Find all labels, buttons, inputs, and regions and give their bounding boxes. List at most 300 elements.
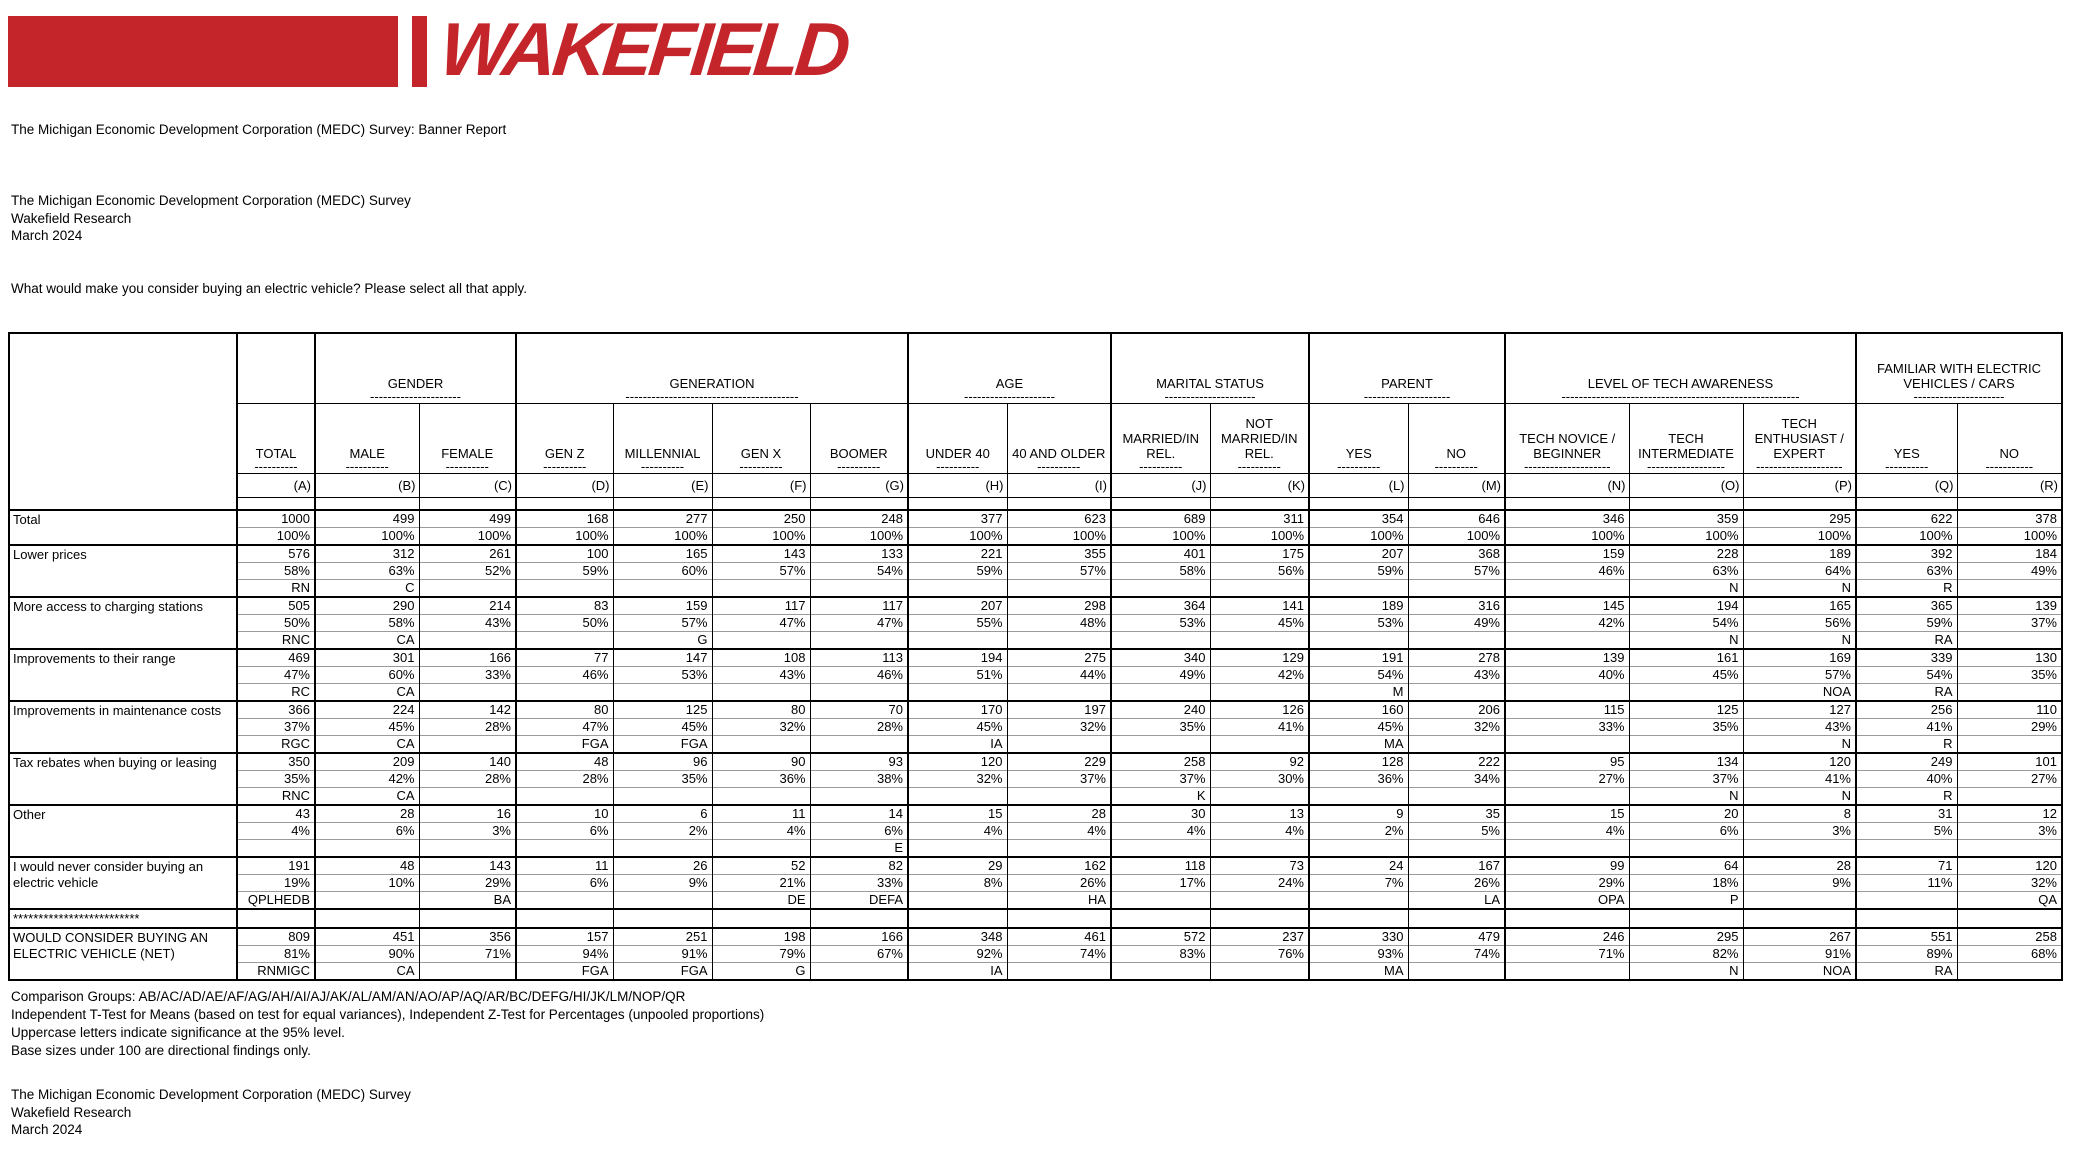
column-group-header	[1856, 333, 2062, 403]
data-cell: 2%	[1309, 823, 1408, 840]
data-cell: NOA	[1743, 684, 1856, 702]
data-cell: 7%	[1309, 875, 1408, 892]
data-cell: 1000	[237, 510, 315, 528]
data-cell: 194	[1629, 597, 1743, 615]
data-cell: 42%	[315, 771, 419, 788]
data-cell: 8	[1743, 805, 1856, 823]
data-cell	[419, 909, 516, 928]
data-cell: 64	[1629, 857, 1743, 875]
data-cell: 60%	[315, 667, 419, 684]
data-cell	[419, 580, 516, 598]
count-row	[9, 545, 2062, 563]
data-cell: 261	[419, 545, 516, 563]
data-cell: 207	[908, 597, 1007, 615]
column-header-underline: ----------	[1337, 458, 1381, 473]
page-footer	[11, 1086, 411, 1139]
data-cell: N	[1629, 580, 1743, 598]
data-cell: 157	[516, 928, 613, 946]
data-cell: 275	[1007, 649, 1111, 667]
data-cell: 43%	[1743, 719, 1856, 736]
data-cell: 120	[1743, 753, 1856, 771]
data-cell: 214	[419, 597, 516, 615]
data-cell: 258	[1957, 928, 2062, 946]
data-cell	[1210, 892, 1309, 910]
column-header	[1856, 403, 1957, 473]
column-group-label: MARITAL STATUS	[1156, 375, 1264, 391]
data-cell: 340	[1111, 649, 1210, 667]
data-cell: 169	[1743, 649, 1856, 667]
data-cell	[237, 909, 315, 928]
column-header	[712, 403, 810, 473]
data-cell	[1007, 963, 1111, 981]
data-cell: 499	[419, 510, 516, 528]
column-header-underline: ----------	[1237, 458, 1281, 473]
data-cell	[516, 632, 613, 650]
column-header-underline: --------------------	[1755, 458, 1843, 473]
data-cell: 141	[1210, 597, 1309, 615]
data-cell	[1111, 963, 1210, 981]
data-cell: 160	[1309, 701, 1408, 719]
data-cell: 100%	[237, 528, 315, 546]
data-cell: 4%	[712, 823, 810, 840]
answer-block	[9, 510, 2062, 545]
column-group-underline: -------------------------------------------------------	[1561, 388, 1800, 403]
column-header	[516, 403, 613, 473]
column-letter: (C)	[419, 473, 516, 497]
column-header	[1957, 403, 2062, 473]
count-row	[9, 701, 2062, 719]
data-cell: 168	[516, 510, 613, 528]
data-cell	[516, 788, 613, 806]
data-cell: 125	[613, 701, 712, 719]
column-header-underline: ----------	[445, 458, 489, 473]
data-cell: 167	[1408, 857, 1505, 875]
data-cell: 30	[1111, 805, 1210, 823]
data-cell: 99	[1505, 857, 1629, 875]
data-cell	[1505, 632, 1629, 650]
column-letter: (P)	[1743, 473, 1856, 497]
data-cell: R	[1856, 788, 1957, 806]
data-cell	[1408, 580, 1505, 598]
column-group-row	[9, 333, 2062, 403]
data-cell: 57%	[1007, 563, 1111, 580]
data-cell: 100%	[1629, 528, 1743, 546]
count-row	[9, 928, 2062, 946]
data-cell	[613, 840, 712, 858]
data-cell	[419, 632, 516, 650]
data-cell: 4%	[1007, 823, 1111, 840]
data-cell: 64%	[1743, 563, 1856, 580]
data-cell	[1743, 892, 1856, 910]
data-cell: QPLHEDB	[237, 892, 315, 910]
data-cell: 24	[1309, 857, 1408, 875]
data-cell: C	[315, 580, 419, 598]
data-cell: 50%	[237, 615, 315, 632]
header-blank-cell	[1309, 497, 1408, 510]
column-group-header	[908, 333, 1111, 403]
data-cell: 47%	[516, 719, 613, 736]
data-cell	[419, 788, 516, 806]
data-cell	[712, 684, 810, 702]
data-cell: 147	[613, 649, 712, 667]
data-cell: 118	[1111, 857, 1210, 875]
data-cell: 4%	[1111, 823, 1210, 840]
data-cell: 551	[1856, 928, 1957, 946]
percent-row	[9, 719, 2062, 736]
column-letter: (G)	[810, 473, 908, 497]
data-cell: 100%	[1957, 528, 2062, 546]
data-cell	[908, 909, 1007, 928]
column-header-label: TECH NOVICE / BEGINNER	[1519, 430, 1616, 461]
column-header	[1505, 403, 1629, 473]
data-cell: 189	[1309, 597, 1408, 615]
column-group-underline: ---------------------	[964, 388, 1055, 403]
data-cell	[315, 909, 419, 928]
data-cell	[1111, 684, 1210, 702]
data-cell: 18%	[1629, 875, 1743, 892]
column-group-underline: --------------------	[1363, 388, 1451, 403]
data-cell: 77	[516, 649, 613, 667]
data-cell	[1111, 580, 1210, 598]
header-blank-cell	[419, 497, 516, 510]
data-cell: N	[1629, 632, 1743, 650]
data-cell: 115	[1505, 701, 1629, 719]
data-cell: 368	[1408, 545, 1505, 563]
data-cell: 209	[315, 753, 419, 771]
data-cell	[1210, 684, 1309, 702]
data-cell: FGA	[516, 963, 613, 981]
row-label: Total	[9, 510, 237, 545]
data-cell: 28	[1743, 857, 1856, 875]
data-cell: 3%	[1957, 823, 2062, 840]
column-header-underline: ----------	[543, 458, 587, 473]
column-letter: (N)	[1505, 473, 1629, 497]
data-cell: 301	[315, 649, 419, 667]
data-cell: 28%	[419, 719, 516, 736]
data-cell: 35%	[1957, 667, 2062, 684]
answer-block	[9, 805, 2062, 857]
data-cell: 166	[419, 649, 516, 667]
column-header	[908, 403, 1007, 473]
data-cell: QA	[1957, 892, 2062, 910]
row-label: Lower prices	[9, 545, 237, 597]
data-cell: 10%	[315, 875, 419, 892]
column-group-header	[1309, 333, 1505, 403]
data-cell: 32%	[908, 771, 1007, 788]
data-cell: 68%	[1957, 946, 2062, 963]
data-cell: RA	[1856, 684, 1957, 702]
data-cell: 401	[1111, 545, 1210, 563]
data-cell	[1957, 840, 2062, 858]
header-blank-cell	[1629, 497, 1743, 510]
survey-question: What would make you consider buying an electric vehicle? Please select all that apply.	[11, 281, 528, 296]
column-header-label: MARRIED/IN REL.	[1122, 430, 1200, 461]
column-header	[1408, 403, 1505, 473]
data-cell: 9%	[1743, 875, 1856, 892]
data-cell: 17%	[1111, 875, 1210, 892]
data-cell: 71%	[1505, 946, 1629, 963]
row-label: WOULD CONSIDER BUYING AN ELECTRIC VEHICLE (NET)	[9, 928, 237, 980]
data-cell	[1408, 909, 1505, 928]
data-cell	[1505, 840, 1629, 858]
data-cell: 623	[1007, 510, 1111, 528]
data-cell: DEFA	[810, 892, 908, 910]
data-cell: 30%	[1210, 771, 1309, 788]
data-cell: N	[1743, 580, 1856, 598]
data-cell: 43%	[1408, 667, 1505, 684]
data-cell	[516, 580, 613, 598]
data-cell: 35%	[1629, 719, 1743, 736]
data-cell: 48%	[1007, 615, 1111, 632]
data-cell	[810, 963, 908, 981]
data-cell: 32%	[1007, 719, 1111, 736]
footnote-tests: Independent T-Test for Means (based on test for equal variances), Independent Z-Test for Percentages (unpooled proportions)	[11, 1007, 765, 1022]
data-cell: N	[1629, 788, 1743, 806]
significance-row	[9, 684, 2062, 702]
data-cell: 19%	[237, 875, 315, 892]
data-cell: 194	[908, 649, 1007, 667]
column-group-label: LEVEL OF TECH AWARENESS	[1587, 375, 1774, 391]
column-group-header	[315, 333, 516, 403]
column-header	[315, 403, 419, 473]
column-header-underline: ----------	[936, 458, 980, 473]
data-cell: 197	[1007, 701, 1111, 719]
survey-name: The Michigan Economic Development Corporation (MEDC) Survey	[11, 193, 411, 208]
column-header-underline: ----------	[345, 458, 389, 473]
data-cell: 40%	[1505, 667, 1629, 684]
header-blank-cell	[1743, 497, 1856, 510]
data-cell: OPA	[1505, 892, 1629, 910]
data-cell: 45%	[613, 719, 712, 736]
data-cell: 35%	[613, 771, 712, 788]
header-blank-cell	[237, 497, 315, 510]
answer-block	[9, 545, 2062, 597]
data-cell: 26%	[1408, 875, 1505, 892]
logo-red-block	[8, 16, 398, 87]
data-cell: 101	[1957, 753, 2062, 771]
data-cell: 59%	[1309, 563, 1408, 580]
header-blank-cell	[1111, 497, 1210, 510]
column-header-label: YES	[1893, 445, 1920, 461]
data-cell: RC	[237, 684, 315, 702]
data-cell	[1408, 788, 1505, 806]
data-cell	[315, 892, 419, 910]
count-row	[9, 753, 2062, 771]
data-cell: 37%	[1111, 771, 1210, 788]
data-cell: 43%	[712, 667, 810, 684]
data-cell: 113	[810, 649, 908, 667]
column-header-label: NO	[1446, 445, 1466, 461]
count-row	[9, 909, 2062, 928]
count-row	[9, 649, 2062, 667]
data-cell	[1743, 909, 1856, 928]
row-label: More access to charging stations	[9, 597, 237, 649]
data-cell: 41%	[1856, 719, 1957, 736]
data-cell	[1007, 788, 1111, 806]
data-cell: 81%	[237, 946, 315, 963]
footer-research-firm: Wakefield Research	[11, 1104, 132, 1120]
data-cell: CA	[315, 684, 419, 702]
significance-row	[9, 840, 2062, 858]
data-cell	[1309, 580, 1408, 598]
data-cell: 346	[1505, 510, 1629, 528]
data-cell: 45%	[315, 719, 419, 736]
data-cell: 26%	[1007, 875, 1111, 892]
logo-wordmark: WAKEFIELD	[436, 7, 851, 91]
data-cell: FGA	[613, 736, 712, 754]
data-cell: 100%	[1007, 528, 1111, 546]
data-cell: 256	[1856, 701, 1957, 719]
data-cell: 40%	[1856, 771, 1957, 788]
column-group-label: AGE	[995, 375, 1024, 391]
data-cell: 505	[237, 597, 315, 615]
column-letter-row	[9, 473, 2062, 497]
data-cell: 355	[1007, 545, 1111, 563]
data-cell: 145	[1505, 597, 1629, 615]
header-blank-cell	[613, 497, 712, 510]
percent-row	[9, 615, 2062, 632]
data-cell: E	[810, 840, 908, 858]
data-cell: 140	[419, 753, 516, 771]
data-cell: 267	[1743, 928, 1856, 946]
data-cell: 125	[1629, 701, 1743, 719]
data-cell: 9	[1309, 805, 1408, 823]
column-header	[419, 403, 516, 473]
data-cell: 91%	[613, 946, 712, 963]
count-row	[9, 805, 2062, 823]
data-cell: IA	[908, 736, 1007, 754]
data-cell: 49%	[1408, 615, 1505, 632]
data-cell	[810, 684, 908, 702]
data-cell: 42%	[1505, 615, 1629, 632]
data-cell: 364	[1111, 597, 1210, 615]
logo-red-bar	[412, 16, 427, 87]
data-cell	[613, 788, 712, 806]
row-label: Tax rebates when buying or leasing	[9, 753, 237, 805]
data-cell: 59%	[908, 563, 1007, 580]
data-cell: 366	[237, 701, 315, 719]
data-cell: 295	[1629, 928, 1743, 946]
data-cell: N	[1743, 632, 1856, 650]
data-cell	[1210, 632, 1309, 650]
data-cell: 28%	[810, 719, 908, 736]
data-cell: 3%	[1743, 823, 1856, 840]
data-cell	[613, 892, 712, 910]
data-cell	[516, 909, 613, 928]
column-group-underline: ---------------------	[370, 388, 461, 403]
column-header-label: 40 AND OLDER	[1012, 445, 1106, 461]
column-header-label: TOTAL	[255, 445, 297, 461]
data-cell: 8%	[908, 875, 1007, 892]
data-cell: 5%	[1856, 823, 1957, 840]
data-cell: 32%	[1408, 719, 1505, 736]
column-group-label: FAMILIAR WITH ELECTRIC VEHICLES / CARS	[1877, 360, 2041, 391]
data-cell: 57%	[712, 563, 810, 580]
data-cell: 28%	[516, 771, 613, 788]
data-cell: 83	[516, 597, 613, 615]
data-cell: RN	[237, 580, 315, 598]
data-cell: NOA	[1743, 963, 1856, 981]
data-cell: 15	[908, 805, 1007, 823]
data-cell: 354	[1309, 510, 1408, 528]
data-cell: 6%	[516, 823, 613, 840]
data-cell: 57%	[1743, 667, 1856, 684]
data-cell: 35%	[237, 771, 315, 788]
data-cell: 21%	[712, 875, 810, 892]
data-cell: P	[1629, 892, 1743, 910]
data-cell: 35	[1408, 805, 1505, 823]
data-cell	[1957, 632, 2062, 650]
data-cell: 689	[1111, 510, 1210, 528]
data-cell: 59%	[1856, 615, 1957, 632]
data-cell: 9%	[613, 875, 712, 892]
column-letter: (L)	[1309, 473, 1408, 497]
data-cell	[1210, 963, 1309, 981]
data-cell: 224	[315, 701, 419, 719]
data-cell	[1505, 963, 1629, 981]
data-cell: 28%	[419, 771, 516, 788]
data-cell: 311	[1210, 510, 1309, 528]
report-title: The Michigan Economic Development Corporation (MEDC) Survey: Banner Report	[11, 122, 507, 137]
data-cell: 359	[1629, 510, 1743, 528]
count-row	[9, 857, 2062, 875]
data-cell	[712, 736, 810, 754]
table-corner-cell	[9, 333, 237, 510]
column-header-label: FEMALE	[441, 445, 494, 461]
data-cell: 248	[810, 510, 908, 528]
data-cell	[1309, 632, 1408, 650]
data-cell: 378	[1957, 510, 2062, 528]
column-header-underline: ------------------	[1647, 458, 1725, 473]
data-cell: 461	[1007, 928, 1111, 946]
percent-row	[9, 771, 2062, 788]
data-cell: HA	[1007, 892, 1111, 910]
data-cell: 143	[712, 545, 810, 563]
data-cell: 142	[419, 701, 516, 719]
data-cell: 316	[1408, 597, 1505, 615]
column-header-label: NO	[1999, 445, 2019, 461]
data-cell: 100%	[810, 528, 908, 546]
data-cell	[613, 909, 712, 928]
data-cell	[1505, 580, 1629, 598]
header-blank-row	[9, 497, 2062, 510]
data-cell: 32%	[712, 719, 810, 736]
data-cell	[1957, 788, 2062, 806]
column-letter: (J)	[1111, 473, 1210, 497]
data-cell: RA	[1856, 632, 1957, 650]
data-cell: 117	[810, 597, 908, 615]
data-cell: 41%	[1210, 719, 1309, 736]
data-cell	[613, 684, 712, 702]
data-cell: 110	[1957, 701, 2062, 719]
data-cell: 3%	[419, 823, 516, 840]
data-cell: 100	[516, 545, 613, 563]
banner-table-container	[8, 332, 2063, 981]
data-cell: 120	[1957, 857, 2062, 875]
data-cell	[908, 840, 1007, 858]
data-cell: 6%	[810, 823, 908, 840]
data-cell	[1111, 840, 1210, 858]
data-cell: 58%	[237, 563, 315, 580]
data-cell	[1957, 736, 2062, 754]
data-cell: CA	[315, 632, 419, 650]
data-cell: 20	[1629, 805, 1743, 823]
data-cell	[1629, 684, 1743, 702]
data-cell	[1309, 840, 1408, 858]
data-cell	[810, 736, 908, 754]
data-cell: 79%	[712, 946, 810, 963]
column-header-label: UNDER 40	[925, 445, 990, 461]
